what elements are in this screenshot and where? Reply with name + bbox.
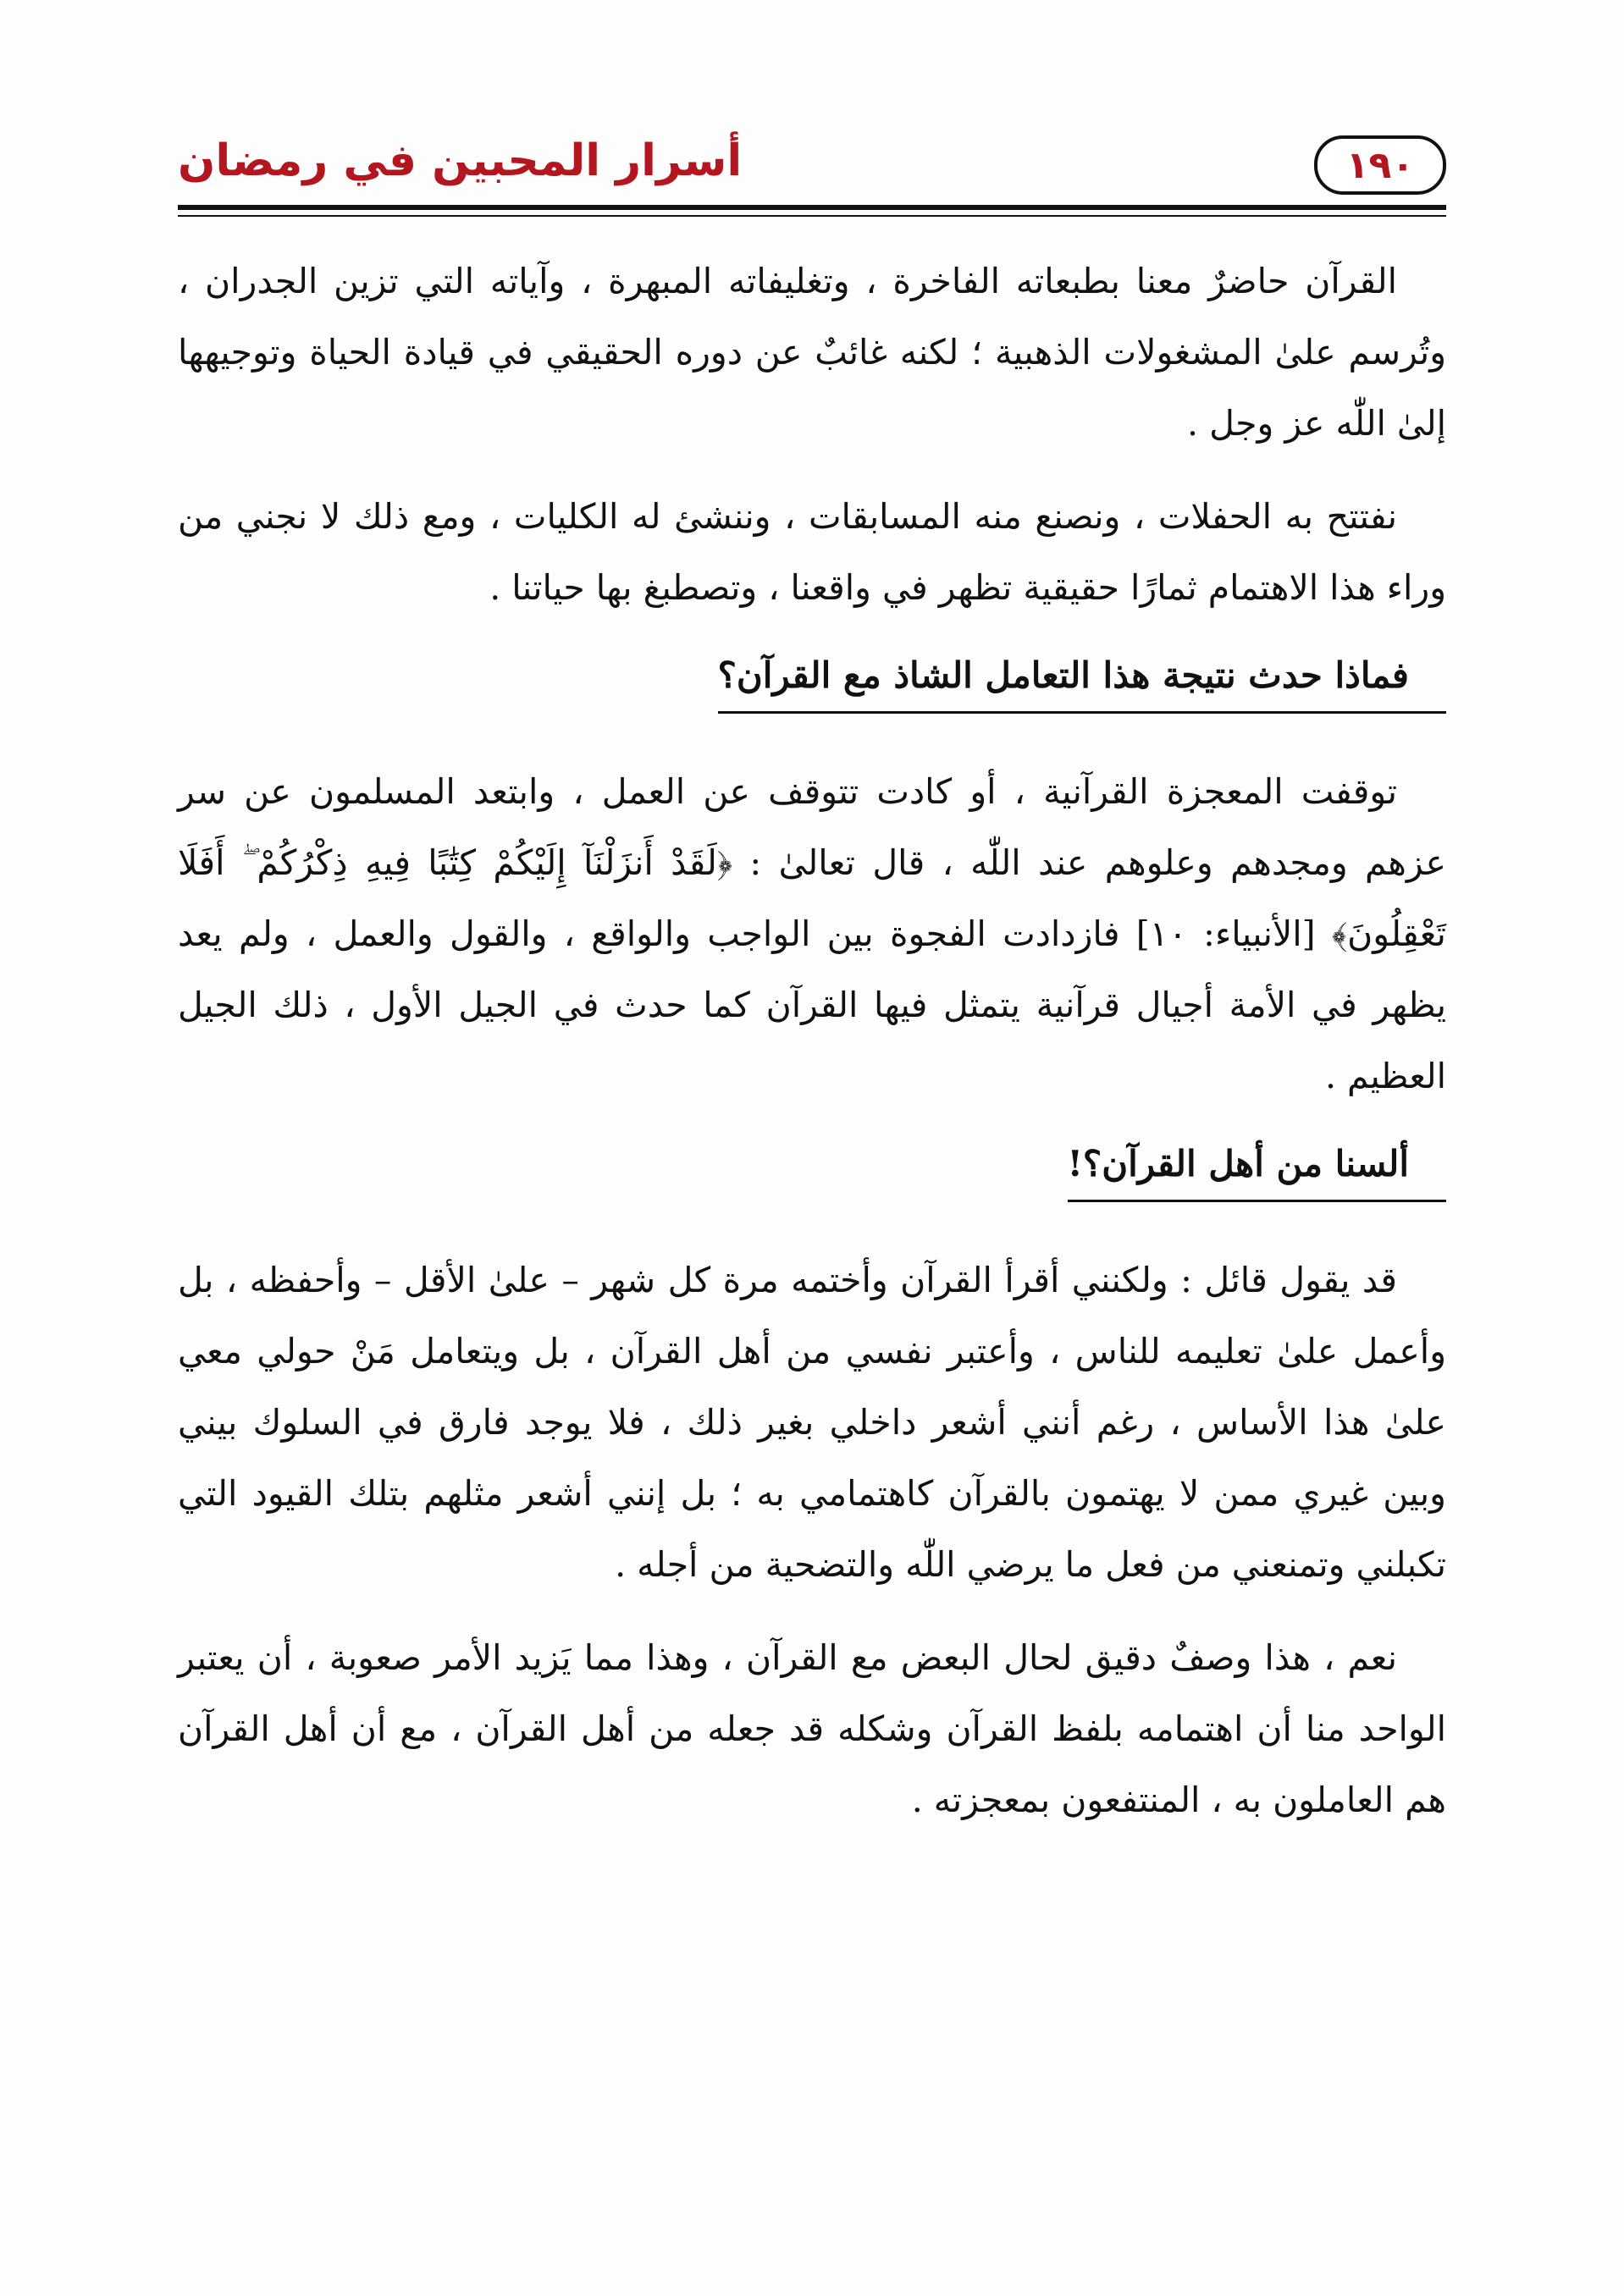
paragraph-1: القرآن حاضرٌ معنا بطبعاته الفاخرة ، وتغليفاته المبهرة ، وآياته التي تزين الجدران ، وتُرسم علىٰ المشغولات الذهبية ؛ لكنه غائبٌ عن دوره الحقيقي في قيادة الحياة وتوجيهها إلىٰ اللّٰه عز وجل . bbox=[178, 261, 1446, 444]
verse-reference: [الأنبياء: ١٠] bbox=[1135, 913, 1316, 954]
section-heading-2: ألسنا من أهل القرآن؟! bbox=[1068, 1134, 1447, 1202]
book-title: أسرار المحبين في رمضان bbox=[178, 135, 743, 186]
section-heading-1-wrap bbox=[178, 645, 1446, 739]
paragraph-5: نعم ، هذا وصفٌ دقيق لحال البعض مع القرآن ، وهذا مما يَزيد الأمر صعوبة ، أن يعتبر الواحد منا أن اهتمامه بلفظ القرآن وشكله قد جعله من أهل القرآن ، مع أن أهل القرآن هم العاملون به ، المنتفعون بمعجزته . bbox=[178, 1637, 1446, 1820]
page-number-badge: ١٩٠ bbox=[1314, 135, 1446, 195]
quran-verse: ﴿لَقَدْ أَنزَلْنَآ إِلَيْكُمْ كِتَٰبًا فِيهِ ذِكْرُكُمْ ۖ أَفَلَا تَعْقِلُونَ﴾ bbox=[178, 842, 1446, 954]
header-rule-thin bbox=[178, 215, 1446, 217]
section-heading-2-wrap bbox=[178, 1134, 1446, 1228]
paragraph-4: قد يقول قائل : ولكنني أقرأ القرآن وأختمه مرة كل شهر – علىٰ الأقل – وأحفظه ، بل وأعمل علىٰ تعليمه للناس ، وأعتبر نفسي من أهل القرآن ، بل ويتعامل مَنْ حولي معي علىٰ هذا الأساس ، رغم أنني أشعر داخلي بغير ذلك ، فلا يوجد فارق في السلوك بيني وبين غيري ممن لا يهتمون بالقرآن كاهتمامي به ؛ بل إنني أشعر مثلهم بتلك القيود التي تكبلني وتمنعني من فعل ما يرضي اللّٰه والتضحية من أجله . bbox=[178, 1260, 1446, 1585]
section-heading-1: فماذا حدث نتيجة هذا التعامل الشاذ مع القرآن؟ bbox=[718, 645, 1446, 714]
paragraph-3 bbox=[178, 756, 1446, 1112]
paragraph-3-text-a: توقفت المعجزة القرآنية ، أو كادت تتوقف عن العمل ، وابتعد المسلمون عن سر عزهم ومجدهم وعلوهم عند اللّٰه ، قال تعالىٰ : bbox=[178, 771, 1446, 883]
header-rule-thick bbox=[178, 205, 1446, 210]
page-header bbox=[178, 127, 1446, 229]
paragraph-2: نفتتح به الحفلات ، ونصنع منه المسابقات ، وننشئ له الكليات ، ومع ذلك لا نجني من وراء هذا الاهتمام ثمارًا حقيقية تظهر في واقعنا ، وتصطبغ بها حياتنا . bbox=[178, 496, 1446, 608]
paragraph-3-text-b: فازدادت الفجوة بين الواجب والواقع ، والقول والعمل ، ولم يعد يظهر في الأمة أجيال قرآنية يتمثل فيها القرآن كما حدث في الجيل الأول ، ذلك الجيل العظيم . bbox=[178, 913, 1446, 1096]
page-body bbox=[178, 246, 1446, 1857]
